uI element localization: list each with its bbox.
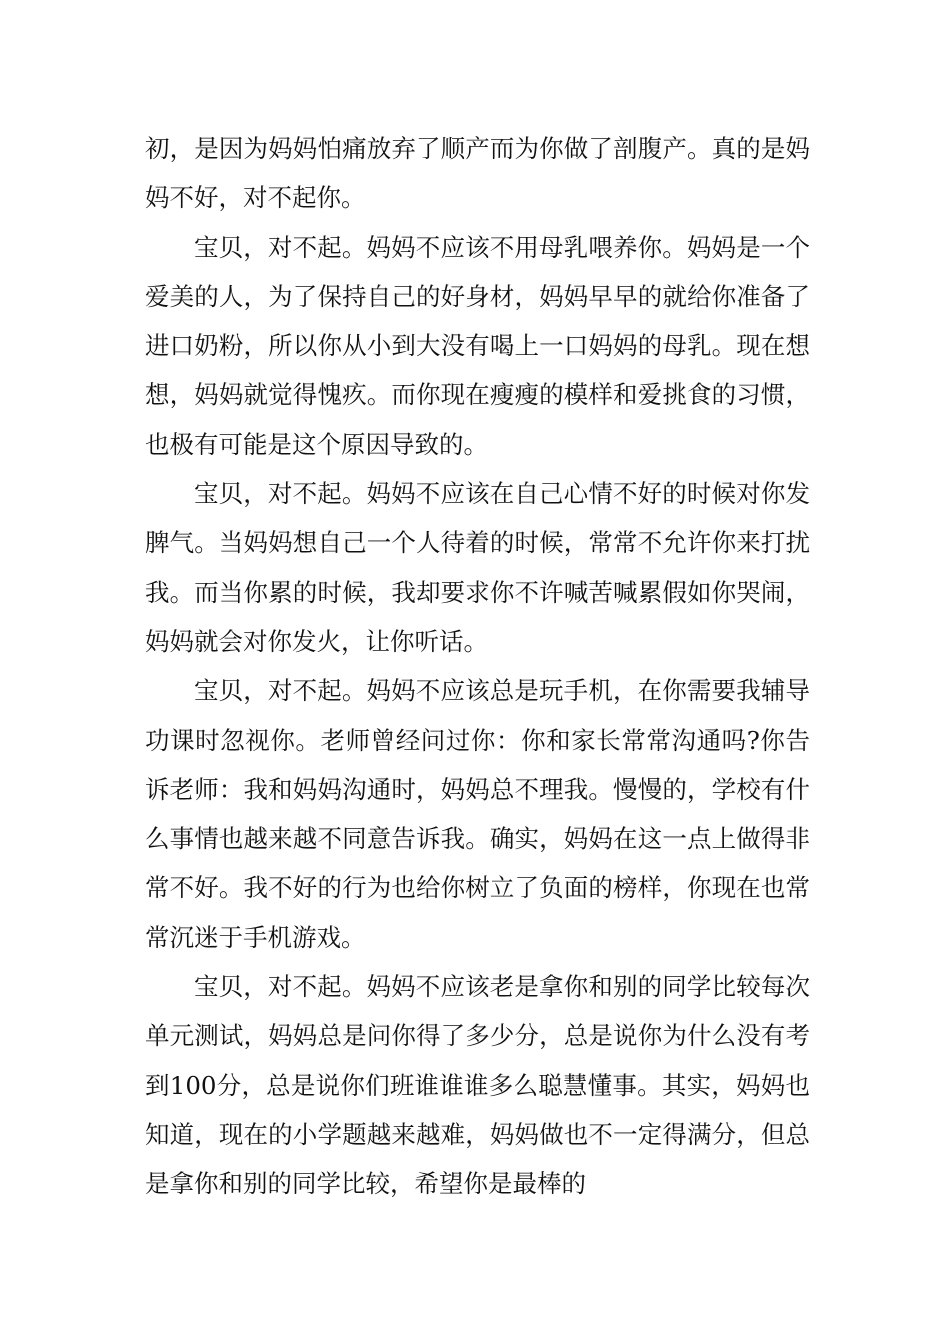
paragraph-3: 宝贝，对不起。妈妈不应该在自己心情不好的时候对你发脾气。当妈妈想自己一个人待着的时候，常常不允许你来打扰我。而当你累的时候，我却要求你不许喊苦喊累假如你哭闹，妈妈就会对你发火，让你听话。: [145, 479, 810, 656]
paragraph-1: 初，是因为妈妈怕痛放弃了顺产而为你做了剖腹产。真的是妈妈不好，对不起你。: [145, 134, 810, 213]
body-text: [145, 124, 810, 1209]
paragraph-2: 宝贝，对不起。妈妈不应该不用母乳喂养你。妈妈是一个爱美的人，为了保持自己的好身材，妈妈早早的就给你准备了进口奶粉，所以你从小到大没有喝上一口妈妈的母乳。现在想想，妈妈就觉得愧疚。而你现在瘦瘦的模样和爱挑食的习惯，也极有可能是这个原因导致的。: [145, 232, 810, 459]
paragraph-5: 宝贝，对不起。妈妈不应该老是拿你和别的同学比较每次单元测试，妈妈总是问你得了多少分，总是说你为什么没有考到100分，总是说你们班谁谁谁多么聪慧懂事。其实，妈妈也知道，现在的小学题越来越难，妈妈做也不一定得满分，但总是拿你和别的同学比较，希望你是最棒的: [145, 972, 810, 1199]
paragraph-4: 宝贝，对不起。妈妈不应该总是玩手机，在你需要我辅导功课时忽视你。老师曾经问过你：你和家长常常沟通吗?你告诉老师：我和妈妈沟通时，妈妈总不理我。慢慢的，学校有什么事情也越来越不同意告诉我。确实，妈妈在这一点上做得非常不好。我不好的行为也给你树立了负面的榜样，你现在也常常沉迷于手机游戏。: [145, 676, 810, 952]
